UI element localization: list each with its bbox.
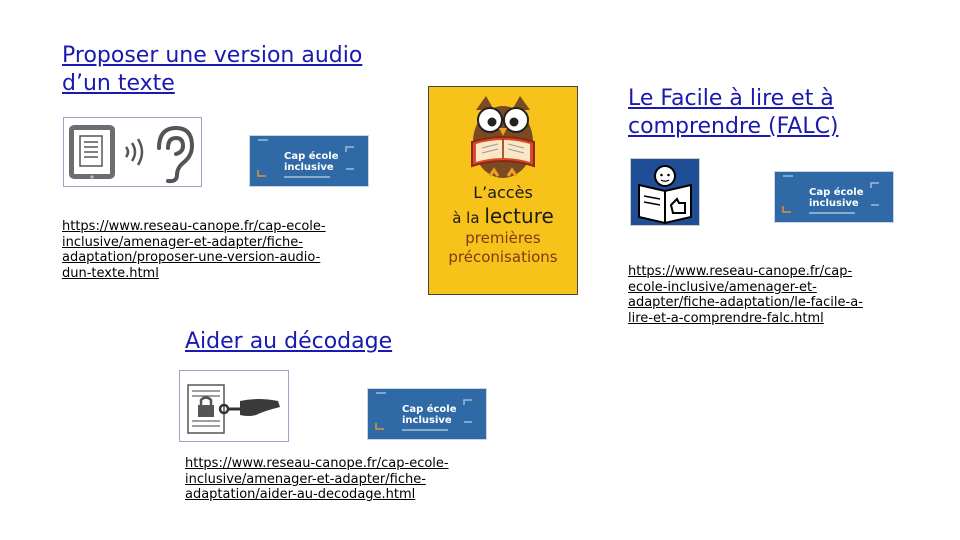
falc-url-line-3: adapter/fiche-adaptation/le-facile-a- — [628, 295, 863, 310]
cap-ecole-logo-bottom[interactable] — [367, 388, 487, 440]
falc-title[interactable] — [628, 85, 839, 140]
reading-guide-cover[interactable] — [428, 86, 578, 295]
cover-line-1: L’accès — [473, 183, 533, 202]
cover-line-2 — [429, 204, 577, 228]
audio-url-line-1: https://www.reseau-canope.fr/cap-ecole- — [62, 219, 326, 234]
audio-version-url[interactable] — [62, 219, 382, 281]
audio-version-title-line-2: d’un texte — [62, 70, 175, 96]
cap-logo-bottom-line-1: Cap école — [402, 404, 457, 415]
cap-logo-left-line-1: Cap école — [284, 151, 339, 162]
key-hand-icon — [220, 399, 280, 416]
cover-line-2-prefix: à la — [452, 209, 485, 227]
audio-illustration — [63, 117, 202, 187]
cap-ecole-logo-left[interactable] — [249, 135, 369, 187]
cap-logo-right-line-2: inclusive — [809, 198, 859, 209]
falc-title-line-2: comprendre (FALC) — [628, 113, 839, 139]
sound-waves-icon — [126, 139, 142, 165]
audio-version-title[interactable] — [62, 42, 362, 97]
audio-url-line-4: dun-texte.html — [62, 265, 159, 281]
cover-line-3: premières — [465, 229, 541, 247]
decoding-url-line-2: inclusive/amenager-et-adapter/fiche- — [185, 471, 426, 487]
falc-url-line-2: ecole-inclusive/amenager-et- — [628, 279, 817, 295]
falc-url[interactable] — [628, 264, 928, 326]
decoding-url-line-1: https://www.reseau-canope.fr/cap-ecole- — [185, 456, 449, 471]
owl-reading-icon — [458, 92, 548, 182]
tablet-document-icon — [69, 125, 115, 179]
cover-line-4: préconisations — [448, 248, 558, 266]
cap-logo-bottom-line-2: inclusive — [402, 415, 452, 426]
decoding-title[interactable]: Aider au décodage — [185, 329, 393, 354]
decoding-illustration — [179, 370, 289, 442]
falc-url-line-1: https://www.reseau-canope.fr/cap- — [628, 264, 853, 279]
audio-version-title-line-1: Proposer une version audio — [62, 43, 363, 68]
cap-logo-left-line-2: inclusive — [284, 162, 334, 173]
decoding-url-line-3: adaptation/aider-au-decodage.html — [185, 487, 416, 502]
padlock-document-icon — [188, 385, 224, 433]
cap-logo-right-line-1: Cap école — [809, 187, 864, 198]
falc-url-line-4: lire-et-a-comprendre-falc.html — [628, 310, 824, 326]
falc-title-line-1: Le Facile à lire et à — [628, 86, 834, 111]
falc-reader-icon — [639, 166, 691, 223]
ear-icon — [159, 128, 192, 181]
falc-illustration — [630, 158, 700, 226]
audio-url-line-3: adaptation/proposer-une-version-audio- — [62, 250, 321, 265]
decoding-url[interactable] — [185, 456, 515, 503]
audio-url-line-2: inclusive/amenager-et-adapter/fiche- — [62, 234, 303, 250]
cover-line-2-emphasis: lecture — [484, 204, 554, 228]
cap-ecole-logo-right[interactable] — [774, 171, 894, 223]
